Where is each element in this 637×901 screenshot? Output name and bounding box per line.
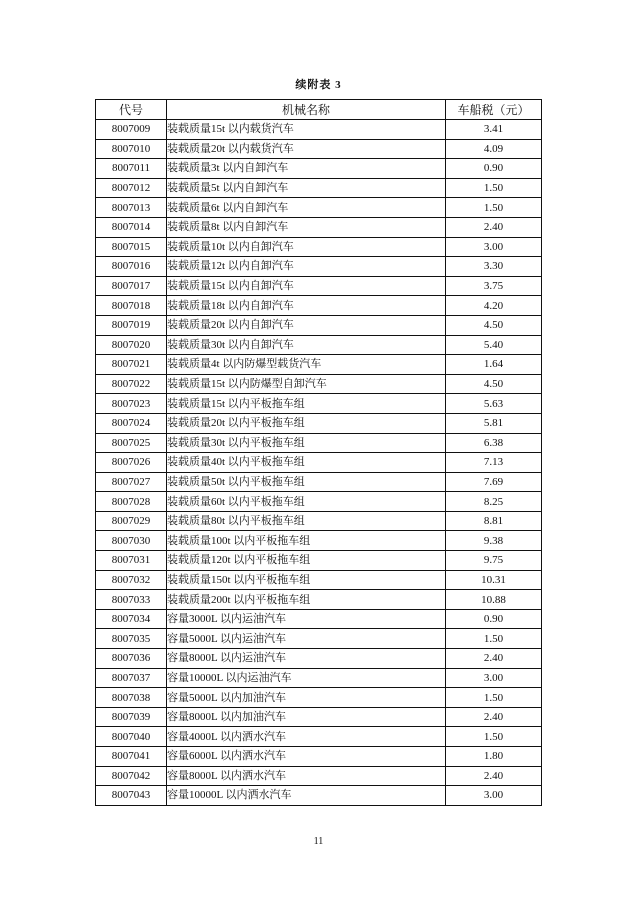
vehicle-tax-cell: 6.38 <box>446 433 542 453</box>
machine-name-cell: 容量3000L 以内运油汽车 <box>167 609 446 629</box>
machine-name-cell: 装载质量120t 以内平板拖车组 <box>167 551 446 571</box>
vehicle-tax-cell: 3.00 <box>446 668 542 688</box>
table-row <box>96 609 542 629</box>
machine-name-cell: 装载质量60t 以内平板拖车组 <box>167 492 446 512</box>
table-row <box>96 355 542 375</box>
machine-name-cell: 装载质量15t 以内自卸汽车 <box>167 276 446 296</box>
vehicle-tax-cell: 1.50 <box>446 198 542 218</box>
vehicle-tax-cell: 9.75 <box>446 551 542 571</box>
machine-name-cell: 装载质量8t 以内自卸汽车 <box>167 217 446 237</box>
vehicle-tax-cell: 8.25 <box>446 492 542 512</box>
code-cell: 8007032 <box>96 570 167 590</box>
code-cell: 8007019 <box>96 315 167 335</box>
vehicle-tax-cell: 3.00 <box>446 786 542 806</box>
code-cell: 8007012 <box>96 178 167 198</box>
table-row <box>96 139 542 159</box>
machine-name-cell: 装载质量100t 以内平板拖车组 <box>167 531 446 551</box>
machine-name-cell: 容量6000L 以内洒水汽车 <box>167 747 446 767</box>
machine-name-cell: 装载质量200t 以内平板拖车组 <box>167 590 446 610</box>
vehicle-tax-cell: 1.64 <box>446 355 542 375</box>
table-row <box>96 492 542 512</box>
code-cell: 8007020 <box>96 335 167 355</box>
vehicle-tax-cell: 3.00 <box>446 237 542 257</box>
vehicle-tax-table <box>95 99 542 806</box>
table-row <box>96 688 542 708</box>
code-cell: 8007039 <box>96 707 167 727</box>
table-row <box>96 511 542 531</box>
table-row <box>96 315 542 335</box>
table-row <box>96 727 542 747</box>
code-cell: 8007013 <box>96 198 167 218</box>
machine-name-cell: 装载质量30t 以内平板拖车组 <box>167 433 446 453</box>
machine-name-cell: 容量8000L 以内运油汽车 <box>167 649 446 669</box>
vehicle-tax-cell: 10.88 <box>446 590 542 610</box>
table-body <box>96 120 542 806</box>
vehicle-tax-cell: 3.75 <box>446 276 542 296</box>
code-cell: 8007040 <box>96 727 167 747</box>
code-cell: 8007042 <box>96 766 167 786</box>
table-row <box>96 570 542 590</box>
vehicle-tax-cell: 3.41 <box>446 120 542 140</box>
code-cell: 8007028 <box>96 492 167 512</box>
machine-name-cell: 容量8000L 以内洒水汽车 <box>167 766 446 786</box>
machine-name-cell: 装载质量3t 以内自卸汽车 <box>167 159 446 179</box>
vehicle-tax-cell: 7.13 <box>446 453 542 473</box>
table-row <box>96 707 542 727</box>
machine-name-cell: 容量5000L 以内加油汽车 <box>167 688 446 708</box>
code-cell: 8007034 <box>96 609 167 629</box>
header-vehicle-tax: 车船税（元） <box>446 100 542 120</box>
vehicle-tax-cell: 7.69 <box>446 472 542 492</box>
code-cell: 8007015 <box>96 237 167 257</box>
vehicle-tax-cell: 0.90 <box>446 609 542 629</box>
vehicle-tax-cell: 5.63 <box>446 394 542 414</box>
machine-name-cell: 装载质量15t 以内防爆型自卸汽车 <box>167 374 446 394</box>
code-cell: 8007010 <box>96 139 167 159</box>
vehicle-tax-cell: 1.50 <box>446 727 542 747</box>
code-cell: 8007030 <box>96 531 167 551</box>
code-cell: 8007027 <box>96 472 167 492</box>
machine-name-cell: 装载质量20t 以内平板拖车组 <box>167 413 446 433</box>
machine-name-cell: 装载质量50t 以内平板拖车组 <box>167 472 446 492</box>
table-row <box>96 159 542 179</box>
code-cell: 8007017 <box>96 276 167 296</box>
table-row <box>96 198 542 218</box>
machine-name-cell: 装载质量18t 以内自卸汽车 <box>167 296 446 316</box>
machine-name-cell: 装载质量5t 以内自卸汽车 <box>167 178 446 198</box>
table-row <box>96 453 542 473</box>
vehicle-tax-cell: 2.40 <box>446 649 542 669</box>
code-cell: 8007018 <box>96 296 167 316</box>
machine-name-cell: 装载质量40t 以内平板拖车组 <box>167 453 446 473</box>
table-row <box>96 668 542 688</box>
table-row <box>96 394 542 414</box>
vehicle-tax-cell: 4.20 <box>446 296 542 316</box>
table-row <box>96 413 542 433</box>
vehicle-tax-cell: 1.50 <box>446 178 542 198</box>
machine-name-cell: 容量10000L 以内洒水汽车 <box>167 786 446 806</box>
vehicle-tax-cell: 10.31 <box>446 570 542 590</box>
code-cell: 8007033 <box>96 590 167 610</box>
table-row <box>96 472 542 492</box>
code-cell: 8007038 <box>96 688 167 708</box>
vehicle-tax-cell: 2.40 <box>446 766 542 786</box>
machine-name-cell: 装载质量150t 以内平板拖车组 <box>167 570 446 590</box>
code-cell: 8007024 <box>96 413 167 433</box>
code-cell: 8007041 <box>96 747 167 767</box>
table-row <box>96 335 542 355</box>
code-cell: 8007023 <box>96 394 167 414</box>
table-row <box>96 590 542 610</box>
vehicle-tax-cell: 8.81 <box>446 511 542 531</box>
table-row <box>96 217 542 237</box>
machine-name-cell: 装载质量6t 以内自卸汽车 <box>167 198 446 218</box>
vehicle-tax-cell: 5.40 <box>446 335 542 355</box>
table-header-row <box>96 100 542 120</box>
vehicle-tax-cell: 1.80 <box>446 747 542 767</box>
vehicle-tax-cell: 1.50 <box>446 688 542 708</box>
machine-name-cell: 装载质量15t 以内平板拖车组 <box>167 394 446 414</box>
table-row <box>96 766 542 786</box>
table-row <box>96 551 542 571</box>
table-row <box>96 296 542 316</box>
vehicle-tax-cell: 5.81 <box>446 413 542 433</box>
code-cell: 8007037 <box>96 668 167 688</box>
code-cell: 8007025 <box>96 433 167 453</box>
vehicle-tax-cell: 9.38 <box>446 531 542 551</box>
machine-name-cell: 装载质量10t 以内自卸汽车 <box>167 237 446 257</box>
machine-name-cell: 容量5000L 以内运油汽车 <box>167 629 446 649</box>
vehicle-tax-cell: 3.30 <box>446 257 542 277</box>
table-row <box>96 120 542 140</box>
machine-name-cell: 容量10000L 以内运油汽车 <box>167 668 446 688</box>
machine-name-cell: 装载质量30t 以内自卸汽车 <box>167 335 446 355</box>
table-row <box>96 629 542 649</box>
machine-name-cell: 装载质量20t 以内载货汽车 <box>167 139 446 159</box>
machine-name-cell: 容量8000L 以内加油汽车 <box>167 707 446 727</box>
table-row <box>96 649 542 669</box>
code-cell: 8007031 <box>96 551 167 571</box>
table-row <box>96 237 542 257</box>
table-row <box>96 747 542 767</box>
vehicle-tax-cell: 0.90 <box>446 159 542 179</box>
header-machine-name: 机械名称 <box>167 100 446 120</box>
table-row <box>96 276 542 296</box>
machine-name-cell: 装载质量80t 以内平板拖车组 <box>167 511 446 531</box>
machine-name-cell: 装载质量4t 以内防爆型载货汽车 <box>167 355 446 375</box>
code-cell: 8007022 <box>96 374 167 394</box>
code-cell: 8007036 <box>96 649 167 669</box>
code-cell: 8007009 <box>96 120 167 140</box>
code-cell: 8007035 <box>96 629 167 649</box>
table-row <box>96 786 542 806</box>
vehicle-tax-cell: 4.50 <box>446 315 542 335</box>
code-cell: 8007021 <box>96 355 167 375</box>
vehicle-tax-cell: 4.09 <box>446 139 542 159</box>
code-cell: 8007029 <box>96 511 167 531</box>
vehicle-tax-cell: 2.40 <box>446 217 542 237</box>
table-row <box>96 531 542 551</box>
table-title: 续附表 3 <box>295 79 342 91</box>
code-cell: 8007016 <box>96 257 167 277</box>
header-code: 代号 <box>96 100 167 120</box>
machine-name-cell: 容量4000L 以内洒水汽车 <box>167 727 446 747</box>
code-cell: 8007014 <box>96 217 167 237</box>
code-cell: 8007043 <box>96 786 167 806</box>
code-cell: 8007026 <box>96 453 167 473</box>
table-row <box>96 178 542 198</box>
page-number: 11 <box>313 836 324 847</box>
vehicle-tax-cell: 2.40 <box>446 707 542 727</box>
code-cell: 8007011 <box>96 159 167 179</box>
vehicle-tax-cell: 4.50 <box>446 374 542 394</box>
machine-name-cell: 装载质量12t 以内自卸汽车 <box>167 257 446 277</box>
table-row <box>96 257 542 277</box>
table-row <box>96 433 542 453</box>
machine-name-cell: 装载质量20t 以内自卸汽车 <box>167 315 446 335</box>
machine-name-cell: 装载质量15t 以内载货汽车 <box>167 120 446 140</box>
table-row <box>96 374 542 394</box>
vehicle-tax-cell: 1.50 <box>446 629 542 649</box>
